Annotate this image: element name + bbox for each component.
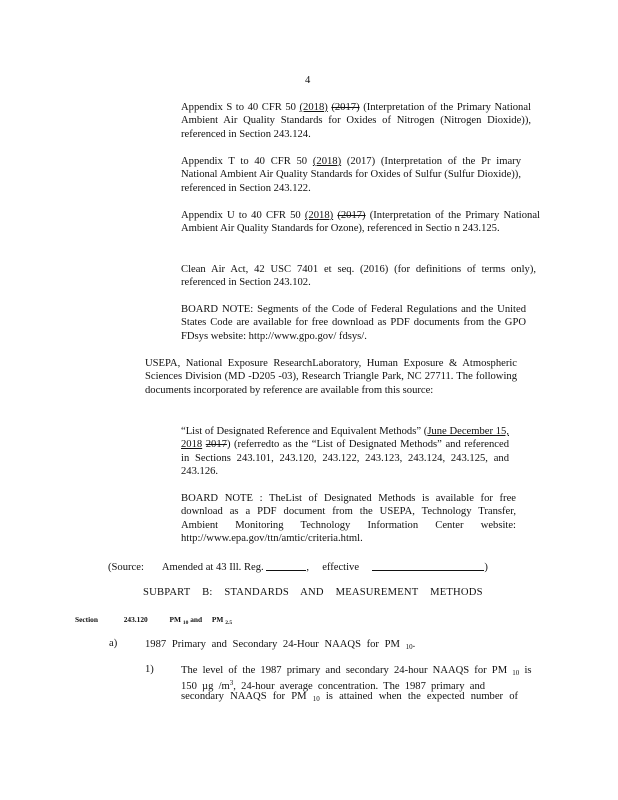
appendix-u-citation: Appendix U to 40 CFR 50 [181,210,301,221]
list-doc-deleted-year: 2017 [205,439,227,451]
appendix-u-deleted-year: (2017) [337,210,366,221]
source-amended: Amended at 43 Ill. Reg. [161,562,264,573]
item-1-line-2-end: , 24-hour average concentration. The 1987 primary and [233,681,486,692]
register-page-blank [266,560,306,571]
appendix-t-inserted-year: (2018) [312,156,342,167]
appendix-t-description: (2017) (Interpretation of the Pr imary National Ambient Air Quality Standards for Oxides of Sulfur (Sulfur Dioxide)), referenced in Section 243.122. [181,156,521,194]
appendix-u-inserted-year: (2018) [304,210,334,221]
section-pm10-subscript: 10 [182,620,189,626]
effective-date-blank [372,560,484,571]
item-a-heading [145,638,415,654]
item-1-line-1-end: is [524,665,532,676]
section-and: and [190,615,203,624]
clean-air-act-paragraph: Clean Air Act, 42 USC 7401 et seq. (2016) (for definitions of terms only), referenced in Section 243.102. [181,264,536,289]
list-doc-inserted-date: June December 15, 2018 [181,426,509,451]
item-1-line-1-subscript: 10 [512,669,520,677]
page-number: 4 [305,75,311,86]
item-1-line-3 [181,690,518,706]
item-a-marker: a) [109,638,118,649]
appendix-t-paragraph [181,155,521,195]
section-number: 243.120 [123,615,148,624]
section-pm: PM [169,615,181,624]
subpart-heading: SUBPART B: STANDARDS AND MEASUREMENT METHODS [143,587,483,598]
appendix-u-paragraph [181,209,540,236]
item-1-line-2-superscript: 3 [229,679,234,687]
list-of-designated-methods-paragraph [181,425,509,479]
board-note-epa: BOARD NOTE : TheList of Designated Methods is available for free download as a PDF document from the USEPA, Technology Transfer, Ambient Monitoring Technology Information Center website: http://www.epa.gov/ttn/amtic/criteria.html. [181,493,516,545]
item-a-subscript: 10 [405,643,413,651]
appendix-t-citation: Appendix T to 40 CFR 50 [181,156,308,167]
list-doc-reference-sections: ) (referredto as the “List of Designated Methods” and referenced in Sections 243.101, 243.120, 243.122, 243.123, 243.124, 243.125, and 243.126. [181,439,509,478]
section-heading [75,613,232,630]
item-1-marker: 1) [145,664,154,675]
appendix-s-paragraph [181,101,531,141]
section-label: Section [75,615,98,624]
appendix-s-inserted-year: (2018) [299,102,328,113]
source-note: (Source: Amended at 43 Ill. Reg. , effective ) [108,562,488,573]
section-pm2: PM [211,615,224,624]
source-close-paren: ) [484,562,488,573]
item-1-line-3-text: secondary NAAQS for PM [181,691,307,702]
item-a-text: 1987 Primary and Secondary 24-Hour NAAQS for PM [145,639,400,650]
usepa-source-paragraph: USEPA, National Exposure ResearchLaboratory, Human Exposure & Atmospheric Sciences Division (MD -D205 -03), Research Triangle Park, NC 27711. The following documents incorporated by reference are available from this source: [145,358,517,396]
section-pm25-subscript: 2.5 [225,620,233,626]
appendix-s-deleted-year: (2017) [331,102,360,113]
source-label: (Source: [108,562,144,573]
list-doc-title: “List of Designated Reference and Equivalent Methods” ( [181,426,428,437]
item-1-line-3-end: is attained when the expected number of [325,691,519,702]
item-1-line-1-text: The level of the 1987 primary and secondary 24-hour NAAQS for PM [181,665,508,676]
appendix-s-description: (Interpretation of the Primary National Ambient Air Quality Standards for Oxides of Nitrogen (Nitrogen Dioxide)), referenced in Section 243.124. [181,102,532,140]
appendix-u-description: (Interpretation of the Primary National Ambient Air Quality Standards for Ozone), referenced in Sectio n 243.125. [181,210,540,235]
appendix-s-citation: Appendix S to 40 CFR 50 [181,102,296,113]
item-1-line-2-text: 150 µg /m [181,681,230,692]
source-effective: effective [322,562,360,573]
board-note-gpo: BOARD NOTE: Segments of the Code of Federal Regulations and the United States Code are available for free download as PDF documents from the GPO FDsys website: http://www.gpo.gov/ fdsys/. [181,304,526,342]
item-1-line-3-subscript: 10 [312,695,320,703]
item-a-end: . [412,639,416,650]
